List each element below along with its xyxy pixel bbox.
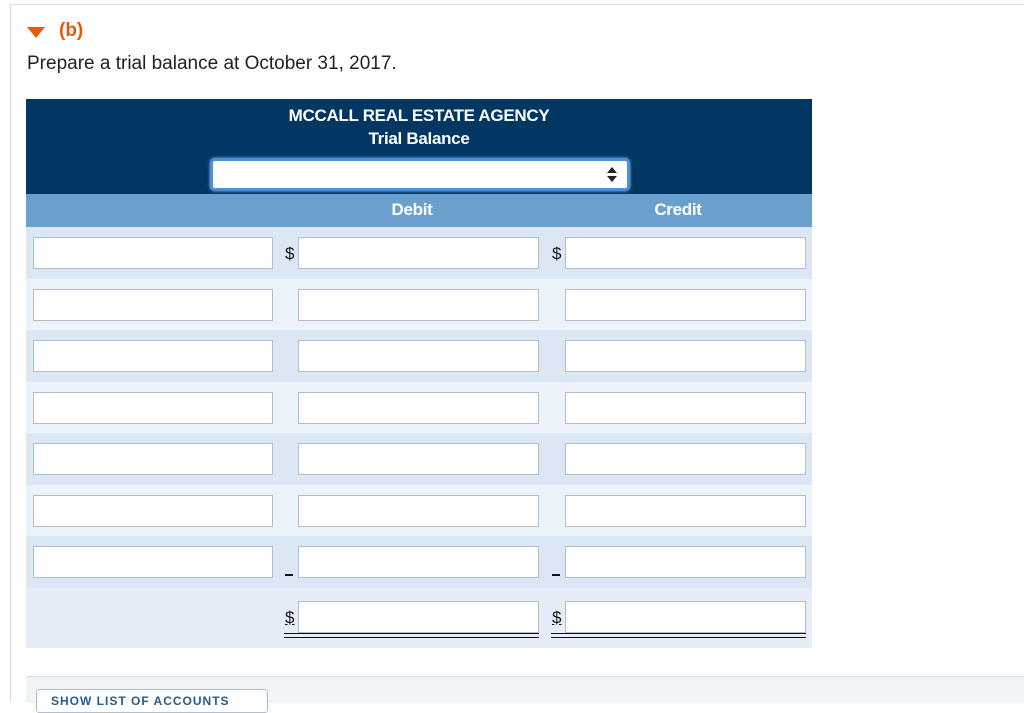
table-header bbox=[26, 99, 812, 194]
debit-amount-input[interactable] bbox=[298, 443, 539, 475]
debit-currency-symbol: $ bbox=[285, 244, 295, 263]
column-header-row bbox=[26, 194, 812, 227]
debit-amount-input[interactable] bbox=[298, 340, 539, 372]
bottom-toolbar bbox=[26, 676, 1024, 708]
table-row bbox=[26, 433, 812, 485]
trial-balance-table bbox=[26, 99, 812, 648]
credit-amount-input[interactable] bbox=[565, 546, 806, 578]
select-arrows-icon bbox=[607, 167, 617, 183]
credit-amount-input[interactable] bbox=[565, 289, 806, 321]
credit-amount-input[interactable] bbox=[565, 443, 806, 475]
instruction-text: Prepare a trial balance at October 31, 2017. bbox=[27, 53, 397, 74]
credit-amount-input[interactable] bbox=[565, 495, 806, 527]
debit-amount-input[interactable] bbox=[298, 546, 539, 578]
debit-subtotal-rule bbox=[285, 574, 293, 576]
account-name-input[interactable] bbox=[33, 443, 273, 475]
credit-amount-input[interactable] bbox=[565, 340, 806, 372]
debit-total-double-rule bbox=[284, 633, 539, 638]
credit-total-double-rule bbox=[551, 633, 806, 638]
debit-amount-input[interactable] bbox=[298, 392, 539, 424]
debit-amount-input[interactable] bbox=[298, 289, 539, 321]
totals-row bbox=[26, 588, 812, 648]
table-row bbox=[26, 227, 812, 279]
table-row bbox=[26, 279, 812, 331]
statement-title: Trial Balance bbox=[368, 129, 470, 148]
account-name-input[interactable] bbox=[33, 495, 273, 527]
debit-total-input[interactable] bbox=[298, 601, 539, 633]
table-row bbox=[26, 330, 812, 382]
debit-amount-input[interactable] bbox=[298, 237, 539, 269]
account-name-input[interactable] bbox=[33, 392, 273, 424]
credit-amount-input[interactable] bbox=[565, 237, 806, 269]
date-select[interactable] bbox=[210, 158, 630, 191]
collapse-triangle-icon[interactable] bbox=[27, 27, 45, 38]
credit-subtotal-rule bbox=[552, 574, 560, 576]
account-name-input[interactable] bbox=[33, 546, 273, 578]
show-list-of-accounts-button[interactable]: SHOW LIST OF ACCOUNTS bbox=[36, 689, 268, 713]
account-name-input[interactable] bbox=[33, 237, 273, 269]
credit-total-input[interactable] bbox=[565, 601, 806, 633]
credit-amount-input[interactable] bbox=[565, 392, 806, 424]
debit-amount-input[interactable] bbox=[298, 495, 539, 527]
section-header[interactable] bbox=[27, 20, 83, 42]
company-name: MCCALL REAL ESTATE AGENCY bbox=[288, 106, 550, 125]
credit-currency-symbol: $ bbox=[552, 244, 562, 263]
credit-total-currency-symbol: $ bbox=[552, 607, 562, 627]
account-name-input[interactable] bbox=[33, 340, 273, 372]
debit-column-header: Debit bbox=[391, 200, 433, 219]
debit-total-currency-symbol: $ bbox=[285, 607, 295, 627]
table-row bbox=[26, 536, 812, 588]
section-label: (b) bbox=[59, 20, 84, 41]
credit-column-header: Credit bbox=[654, 200, 702, 219]
table-row bbox=[26, 485, 812, 537]
table-row bbox=[26, 382, 812, 434]
account-name-input[interactable] bbox=[33, 289, 273, 321]
